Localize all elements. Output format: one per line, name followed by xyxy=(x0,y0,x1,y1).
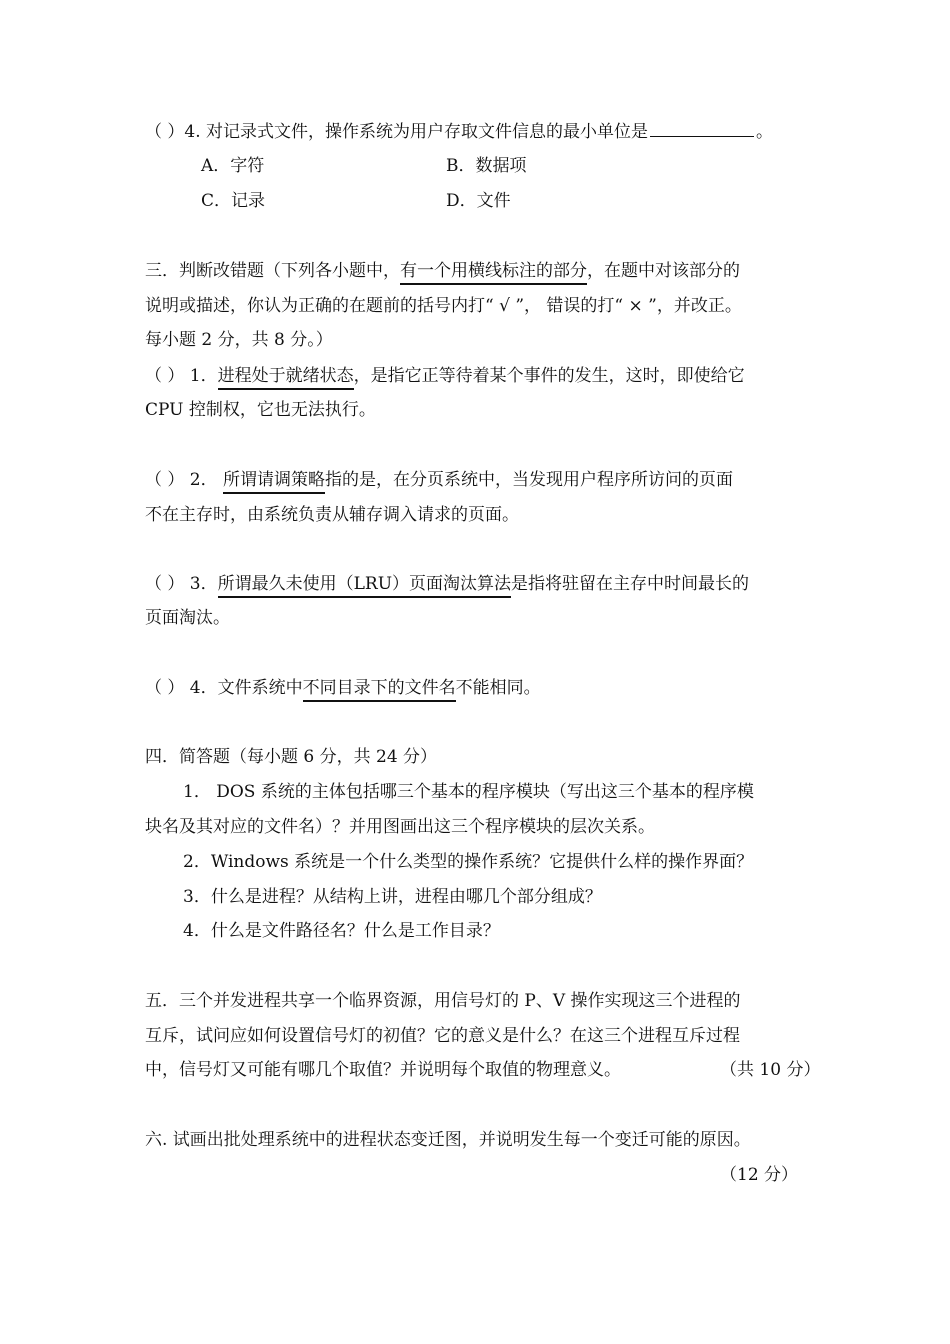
item-prefix: （ ） 1． xyxy=(145,366,218,386)
option-d: D．文件 xyxy=(446,191,511,211)
option-b: B．数据项 xyxy=(446,156,527,176)
judge-item-2-cont: 不在主存时，由系统负责从辅存调入请求的页面。 xyxy=(145,505,519,525)
answer-blank xyxy=(650,121,754,137)
item-prefix: （ ） 3． xyxy=(145,574,218,594)
item-text: 不能相同。 xyxy=(455,678,541,698)
underlined-text: 不同目录下的文件名 xyxy=(303,678,456,702)
stem-end: 。 xyxy=(756,122,774,142)
underlined-text: 所谓请调策略 xyxy=(223,470,325,494)
section-5-line-2: 互斥，试问应如何设置信号灯的初值？它的意义是什么？在这三个进程互斥过程 xyxy=(145,1026,740,1046)
section-3-score: 每小题 2 分，共 8 分。） xyxy=(145,330,333,350)
item-text: ，是指它正等待着某个事件的发生，这时，即使给它 xyxy=(353,366,745,386)
judge-item-3-cont: 页面淘汰。 xyxy=(145,608,230,628)
underlined-text: 有一个用横线标注的部分 xyxy=(400,261,587,285)
short-question-2: 2．Windows 系统是一个什么类型的操作系统？它提供什么样的操作界面？ xyxy=(183,852,754,872)
judge-item-4 xyxy=(145,677,541,699)
section-6-line-1: 六. 试画出批处理系统中的进程状态变迁图，并说明发生每一个变迁可能的原因。 xyxy=(145,1130,751,1150)
item-text: 指的是，在分页系统中，当发现用户程序所访问的页面 xyxy=(325,470,734,490)
section-5-line-3: 中，信号灯又可能有哪几个取值？并说明每个取值的物理意义。 xyxy=(145,1060,621,1080)
section-3-instructions: 说明或描述，你认为正确的在题前的括号内打“ √ ”， 错误的打“ × ”，并改正。 xyxy=(145,296,742,316)
section-6-score: （12 分） xyxy=(720,1165,799,1185)
heading-text: 三．判断改错题（下列各小题中， xyxy=(145,261,400,281)
judge-item-1-cont: CPU 控制权，它也无法执行。 xyxy=(145,400,376,420)
option-a: A．字符 xyxy=(201,156,265,176)
short-question-4: 4．什么是文件路径名？什么是工作目录？ xyxy=(183,921,500,941)
short-question-1: 1． DOS 系统的主体包括哪三个基本的程序模块（写出这三个基本的程序模 xyxy=(183,782,754,802)
short-question-1-cont: 块名及其对应的文件名）？并用图画出这三个程序模块的层次关系。 xyxy=(145,817,655,837)
section-4-heading: 四．简答题（每小题 6 分，共 24 分） xyxy=(145,747,438,767)
item-prefix: （ ） 2． xyxy=(145,470,224,490)
option-c: C．记录 xyxy=(201,191,266,211)
judge-item-2 xyxy=(145,469,733,491)
choice-question-4 xyxy=(145,121,773,143)
short-question-3: 3．什么是进程？从结构上讲，进程由哪几个部分组成？ xyxy=(183,887,602,907)
question-stem: （ ）4. 对记录式文件，操作系统为用户存取文件信息的最小单位是 xyxy=(145,122,649,142)
item-text: 是指将驻留在主存中时间最长的 xyxy=(511,574,750,594)
heading-text-end: ，在题中对该部分的 xyxy=(587,261,740,281)
section-5-line-1: 五．三个并发进程共享一个临界资源，用信号灯的 P、V 操作实现这三个进程的 xyxy=(145,991,741,1011)
section-3-heading xyxy=(145,260,740,282)
judge-item-3 xyxy=(145,573,749,595)
judge-item-1 xyxy=(145,365,745,387)
underlined-text: 所谓最久未使用（LRU）页面淘汰算法 xyxy=(218,574,511,598)
underlined-text: 进程处于就绪状态 xyxy=(218,366,354,390)
section-5-score: （共 10 分） xyxy=(720,1060,821,1080)
item-prefix: （ ） 4．文件系统中 xyxy=(145,678,303,698)
